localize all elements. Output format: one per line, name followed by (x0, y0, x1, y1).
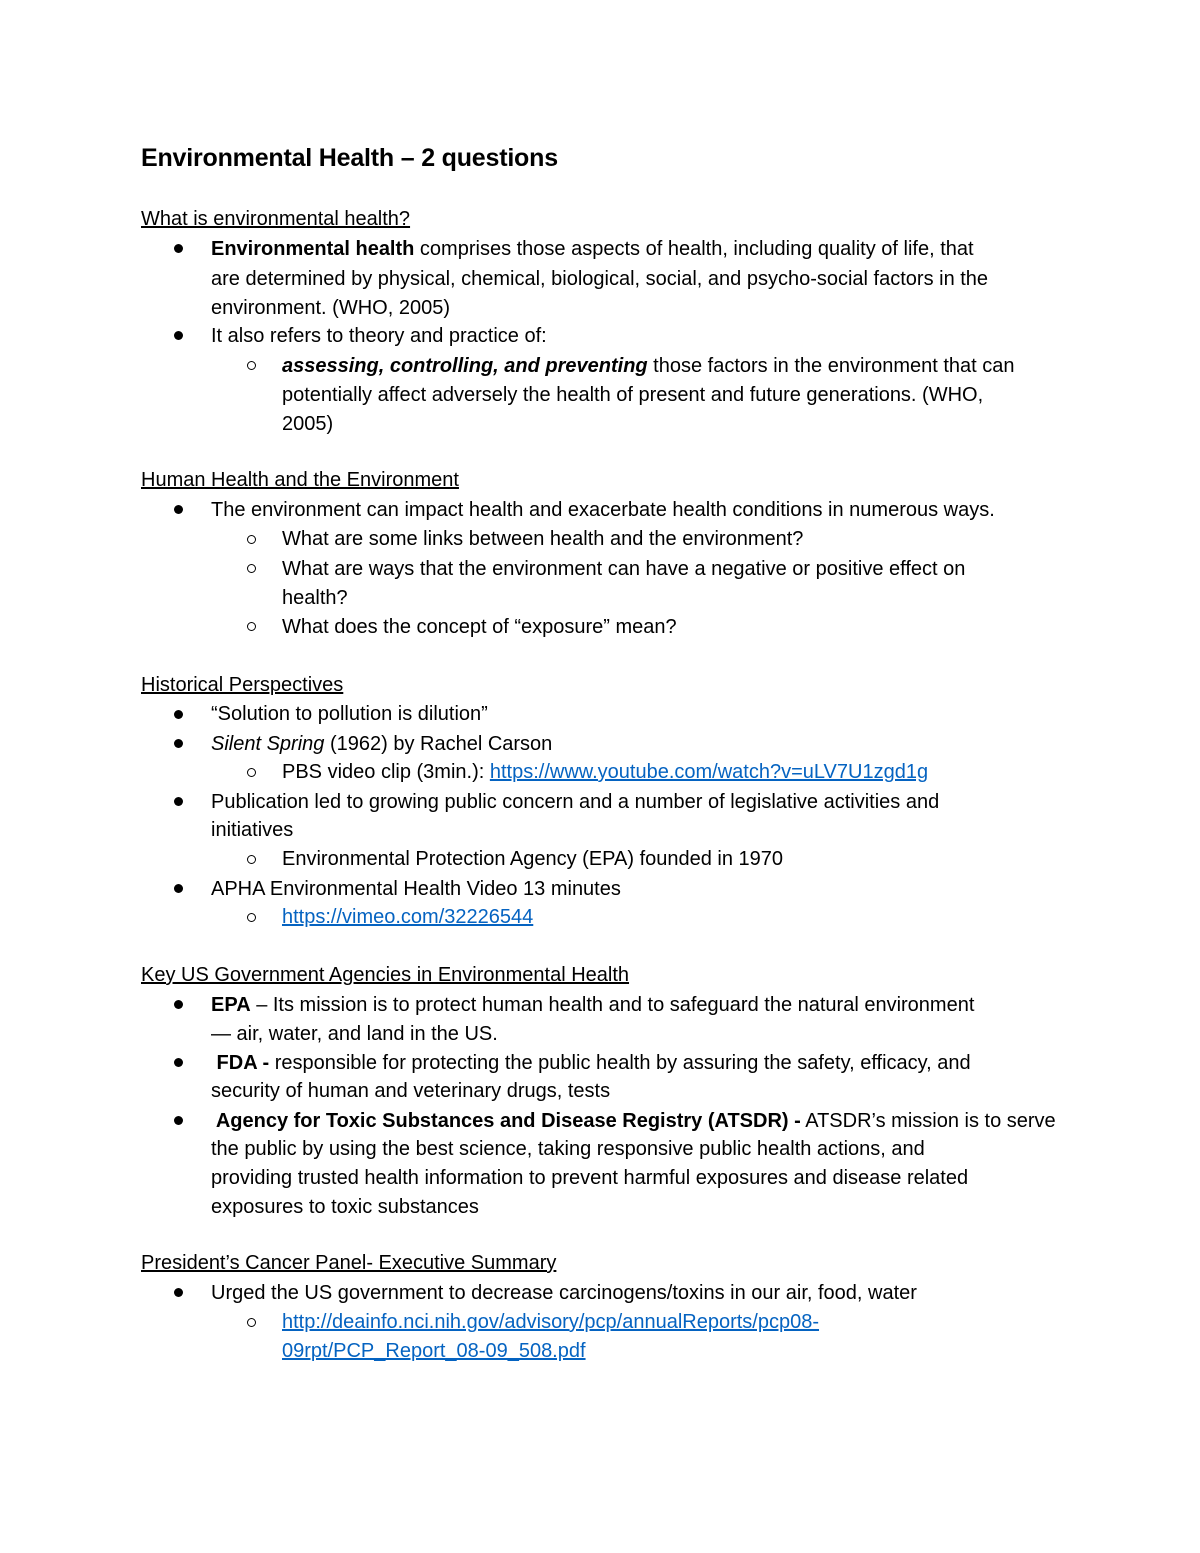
page-title: Environmental Health – 2 questions (141, 144, 558, 172)
sub-list-item-continuation: 2005) (282, 413, 334, 435)
sub-bullet-icon (247, 361, 256, 370)
list-item (211, 993, 974, 1017)
bullet-icon (174, 244, 183, 253)
list-item: “Solution to pollution is dilution” (211, 703, 488, 725)
item-text: (1962) by Rachel Carson (324, 733, 553, 755)
list-item (211, 732, 552, 756)
item-text: those factors in the environment that can (647, 355, 1015, 377)
youtube-link[interactable]: https://www.youtube.com/watch?v=uLV7U1zgd1g (489, 761, 929, 783)
sub-list-item-continuation: potentially affect adversely the health of present and future generations. (WHO, (282, 384, 984, 406)
list-item (211, 1109, 1056, 1133)
section-heading-what-is: What is environmental health? (141, 208, 411, 230)
sub-bullet-icon (247, 913, 256, 922)
section-heading-agencies: Key US Government Agencies in Environmental Health (141, 964, 630, 986)
bullet-icon (174, 710, 183, 719)
list-item-continuation: are determined by physical, chemical, biological, social, and psycho-social factors in the (211, 268, 989, 290)
bullet-icon (174, 739, 183, 748)
pcp-report-link-continuation[interactable]: 09rpt/PCP_Report_08-09_508.pdf (282, 1340, 586, 1362)
sub-list-item: Environmental Protection Agency (EPA) founded in 1970 (282, 848, 784, 870)
bold-term: Environmental health (211, 238, 415, 260)
list-item: The environment can impact health and exacerbate health conditions in numerous ways. (211, 499, 995, 521)
item-text: – Its mission is to protect human health and to safeguard the natural environment (250, 994, 975, 1016)
bullet-icon (174, 797, 183, 806)
list-item-continuation: security of human and veterinary drugs, tests (211, 1080, 611, 1102)
bullet-icon (174, 331, 183, 340)
list-item (211, 1051, 971, 1075)
list-item: APHA Environmental Health Video 13 minutes (211, 878, 621, 900)
bullet-icon (174, 1000, 183, 1009)
vimeo-link[interactable]: https://vimeo.com/32226544 (282, 906, 534, 928)
item-text: ATSDR’s mission is to serve (800, 1110, 1056, 1132)
sub-list-item: What does the concept of “exposure” mean? (282, 616, 677, 638)
list-item: Urged the US government to decrease carcinogens/toxins in our air, food, water (211, 1282, 917, 1304)
list-item-continuation: initiatives (211, 819, 294, 841)
list-item-continuation: the public by using the best science, taking responsive public health actions, and (211, 1138, 925, 1160)
section-heading-historical: Historical Perspectives (141, 674, 344, 696)
bullet-icon (174, 505, 183, 514)
sub-bullet-icon (247, 768, 256, 777)
bold-term: Agency for Toxic Substances and Disease Registry (ATSDR) - (211, 1110, 801, 1132)
list-item: It also refers to theory and practice of: (211, 325, 547, 347)
list-item-continuation: exposures to toxic substances (211, 1196, 479, 1218)
item-text: PBS video clip (3min.): (282, 761, 490, 783)
sub-list-item (282, 760, 928, 784)
sub-list-item: What are ways that the environment can have a negative or positive effect on (282, 558, 966, 580)
bullet-icon (174, 1058, 183, 1067)
list-item (211, 237, 974, 261)
sub-list-item (282, 905, 533, 929)
book-title: Silent Spring (211, 733, 325, 755)
list-item: Publication led to growing public concern and a number of legislative activities and (211, 791, 940, 813)
sub-list-item-continuation (282, 1339, 586, 1363)
sub-list-item-continuation: health? (282, 587, 348, 609)
item-text: comprises those aspects of health, including quality of life, that (414, 238, 974, 260)
bold-term: FDA - (211, 1052, 270, 1074)
sub-bullet-icon (247, 855, 256, 864)
item-text: responsible for protecting the public health by assuring the safety, efficacy, and (269, 1052, 971, 1074)
sub-bullet-icon (247, 535, 256, 544)
sub-list-item: What are some links between health and the environment? (282, 528, 804, 550)
sub-bullet-icon (247, 1318, 256, 1327)
sub-bullet-icon (247, 622, 256, 631)
bold-term: EPA (211, 994, 251, 1016)
sub-bullet-icon (247, 564, 256, 573)
pcp-report-link[interactable]: http://deainfo.nci.nih.gov/advisory/pcp/annualReports/pcp08- (282, 1311, 820, 1333)
bullet-icon (174, 1288, 183, 1297)
bold-italic-term: assessing, controlling, and preventing (282, 355, 648, 377)
bullet-icon (174, 1116, 183, 1125)
sub-list-item (282, 1310, 819, 1334)
list-item-continuation: providing trusted health information to prevent harmful exposures and disease related (211, 1167, 969, 1189)
bullet-icon (174, 884, 183, 893)
sub-list-item (282, 354, 1015, 378)
list-item-continuation: — air, water, and land in the US. (211, 1023, 498, 1045)
list-item-continuation: environment. (WHO, 2005) (211, 297, 450, 319)
section-heading-cancer-panel: President’s Cancer Panel- Executive Summary (141, 1252, 557, 1274)
section-heading-human-health: Human Health and the Environment (141, 469, 459, 491)
